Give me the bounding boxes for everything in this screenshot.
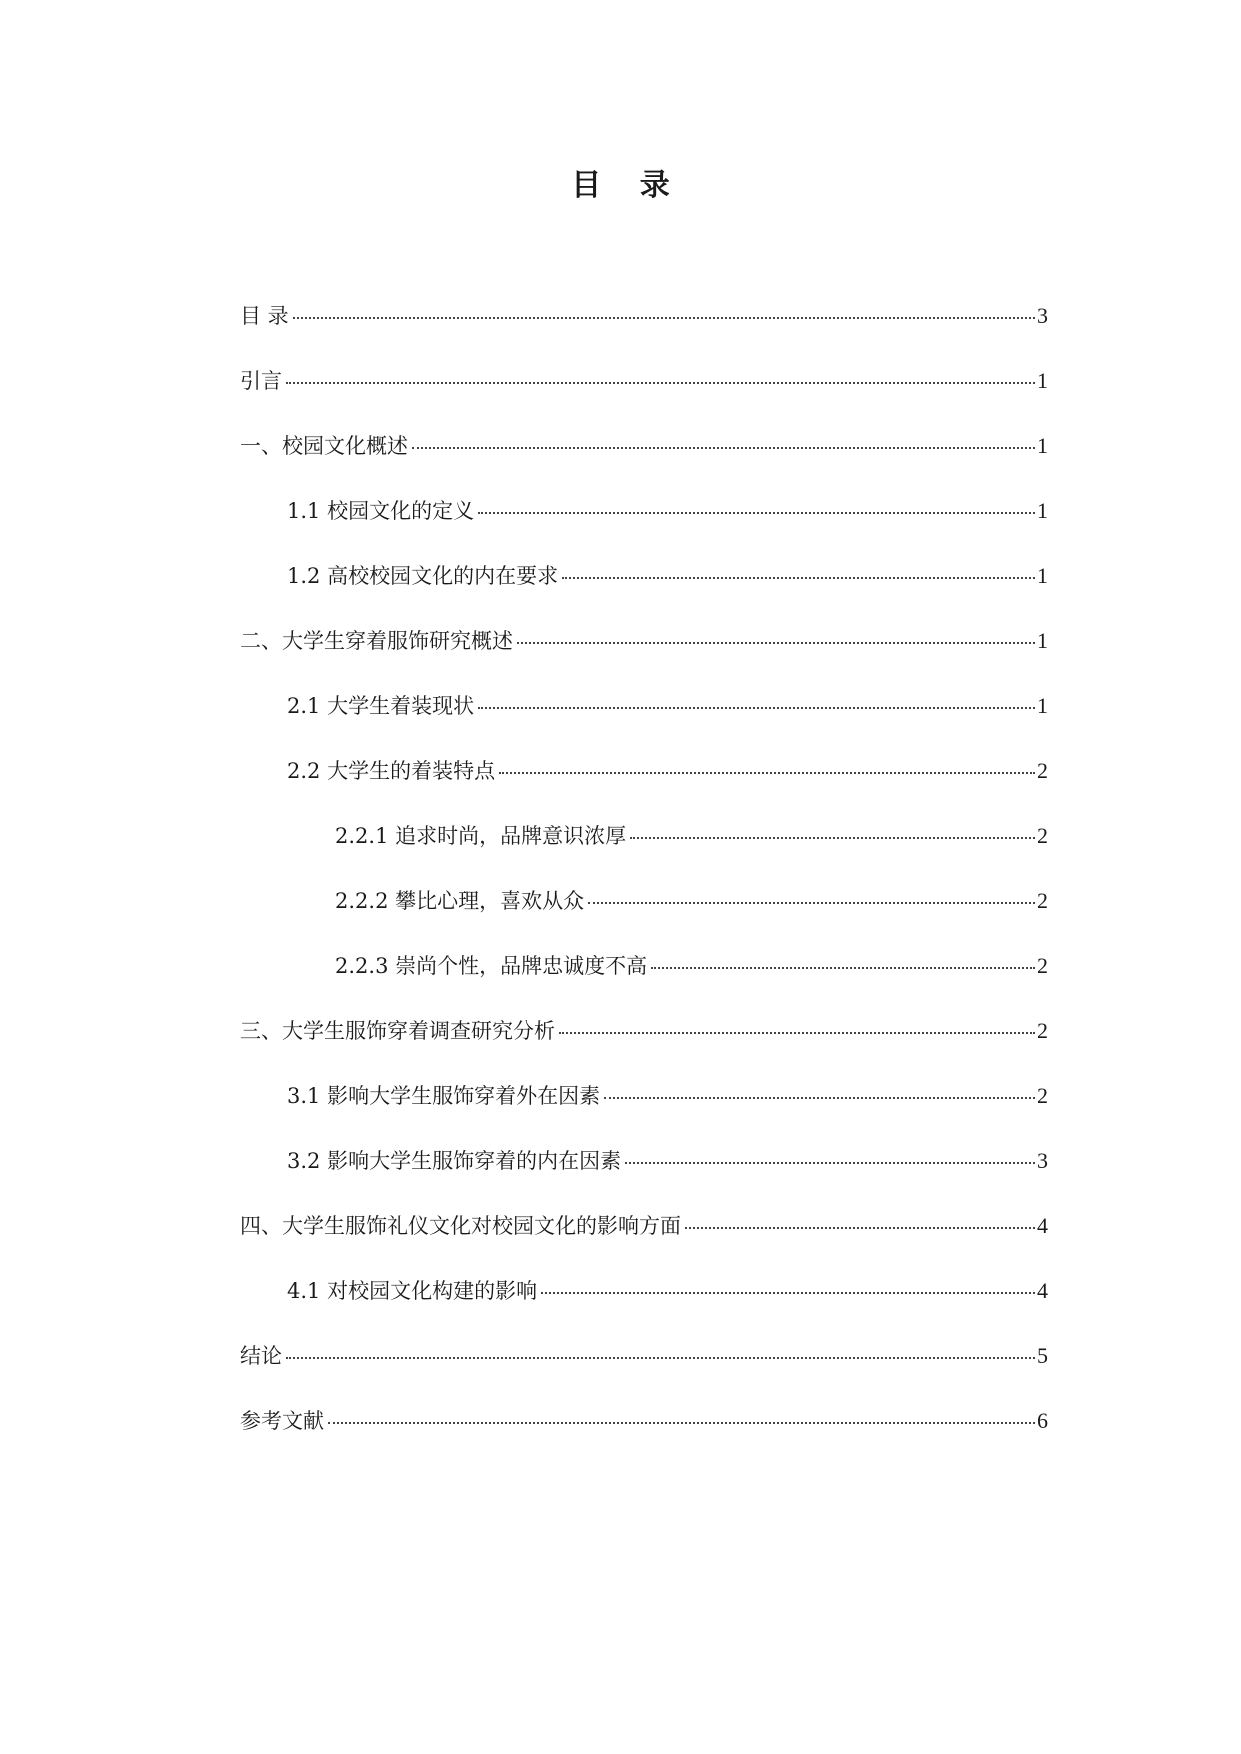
toc-page-number: 3 [1037, 303, 1048, 328]
toc-entry[interactable] [240, 560, 1048, 625]
toc-entry-label: 2.2.1 追求时尚，品牌意识浓厚 [335, 824, 627, 848]
toc-page-number: 5 [1037, 1343, 1048, 1368]
toc-page-number: 6 [1037, 1408, 1048, 1433]
toc-dot-leader [412, 446, 1035, 449]
toc-entry[interactable] [240, 625, 1048, 690]
toc-entry-label: 2.1 大学生着装现状 [287, 694, 475, 718]
toc-entry[interactable] [240, 885, 1048, 950]
toc-entry[interactable] [240, 1405, 1048, 1470]
toc-page-number: 2 [1037, 1083, 1048, 1108]
toc-dot-leader [588, 901, 1035, 904]
toc-dot-leader [293, 316, 1035, 319]
toc-entry[interactable] [240, 495, 1048, 560]
toc-page-number: 4 [1037, 1278, 1048, 1303]
page-title: 目 录 [571, 168, 684, 203]
toc-entry[interactable] [240, 690, 1048, 755]
toc-entry-label: 3.2 影响大学生服饰穿着的内在因素 [287, 1149, 622, 1173]
toc-page-number: 1 [1037, 628, 1048, 653]
toc-entry[interactable] [240, 755, 1048, 820]
toc-page-number: 2 [1037, 1018, 1048, 1043]
toc-entry-label: 参考文献 [240, 1409, 324, 1433]
toc-dot-leader [625, 1161, 1035, 1164]
toc-entry-label: 2.2.2 攀比心理，喜欢从众 [335, 889, 585, 913]
toc-entry[interactable] [240, 1080, 1048, 1145]
toc-page-number: 1 [1037, 433, 1048, 458]
toc-entry-label: 1.1 校园文化的定义 [287, 499, 475, 523]
toc-entry[interactable] [240, 430, 1048, 495]
toc-page-number: 2 [1037, 758, 1048, 783]
toc-page-number: 2 [1037, 823, 1048, 848]
toc-entry[interactable] [240, 1275, 1048, 1340]
toc-entry-label: 1.2 高校校园文化的内在要求 [287, 564, 559, 588]
toc-entry[interactable] [240, 1210, 1048, 1275]
toc-entry-label: 三、大学生服饰穿着调查研究分析 [240, 1019, 555, 1043]
toc-entry[interactable] [240, 1340, 1048, 1405]
toc-page-number: 1 [1037, 693, 1048, 718]
toc-dot-leader [559, 1031, 1035, 1034]
toc-dot-leader [541, 1291, 1035, 1294]
toc-dot-leader [630, 836, 1035, 839]
toc-entry[interactable] [240, 820, 1048, 885]
toc-dot-leader [478, 706, 1035, 709]
toc-entry-label: 3.1 影响大学生服饰穿着外在因素 [287, 1084, 601, 1108]
table-of-contents [240, 300, 1048, 1470]
toc-entry-label: 引言 [240, 369, 282, 393]
toc-dot-leader [286, 381, 1035, 384]
toc-entry-label: 二、大学生穿着服饰研究概述 [240, 629, 513, 653]
toc-dot-leader [685, 1226, 1035, 1229]
toc-entry[interactable] [240, 950, 1048, 1015]
toc-dot-leader [286, 1356, 1035, 1359]
toc-page-number: 3 [1037, 1148, 1048, 1173]
toc-entry-label: 2.2 大学生的着装特点 [287, 759, 496, 783]
toc-page-number: 1 [1037, 368, 1048, 393]
toc-dot-leader [517, 641, 1035, 644]
toc-entry-label: 4.1 对校园文化构建的影响 [287, 1279, 538, 1303]
toc-page-number: 1 [1037, 498, 1048, 523]
toc-dot-leader [651, 966, 1035, 969]
toc-entry-label: 一、校园文化概述 [240, 434, 408, 458]
toc-page-number: 2 [1037, 953, 1048, 978]
toc-entry-label: 目 录 [240, 304, 289, 328]
toc-entry[interactable] [240, 1015, 1048, 1080]
toc-dot-leader [478, 511, 1035, 514]
toc-entry-label: 2.2.3 崇尚个性，品牌忠诚度不高 [335, 954, 648, 978]
toc-dot-leader [328, 1421, 1035, 1424]
toc-page-number: 1 [1037, 563, 1048, 588]
toc-entry[interactable] [240, 1145, 1048, 1210]
toc-dot-leader [499, 771, 1035, 774]
toc-dot-leader [604, 1096, 1035, 1099]
toc-entry-label: 结论 [240, 1344, 282, 1368]
toc-entry-label: 四、大学生服饰礼仪文化对校园文化的影响方面 [240, 1214, 681, 1238]
toc-page-number: 4 [1037, 1213, 1048, 1238]
toc-entry[interactable] [240, 300, 1048, 365]
toc-dot-leader [562, 576, 1035, 579]
toc-page-number: 2 [1037, 888, 1048, 913]
toc-entry[interactable] [240, 365, 1048, 430]
